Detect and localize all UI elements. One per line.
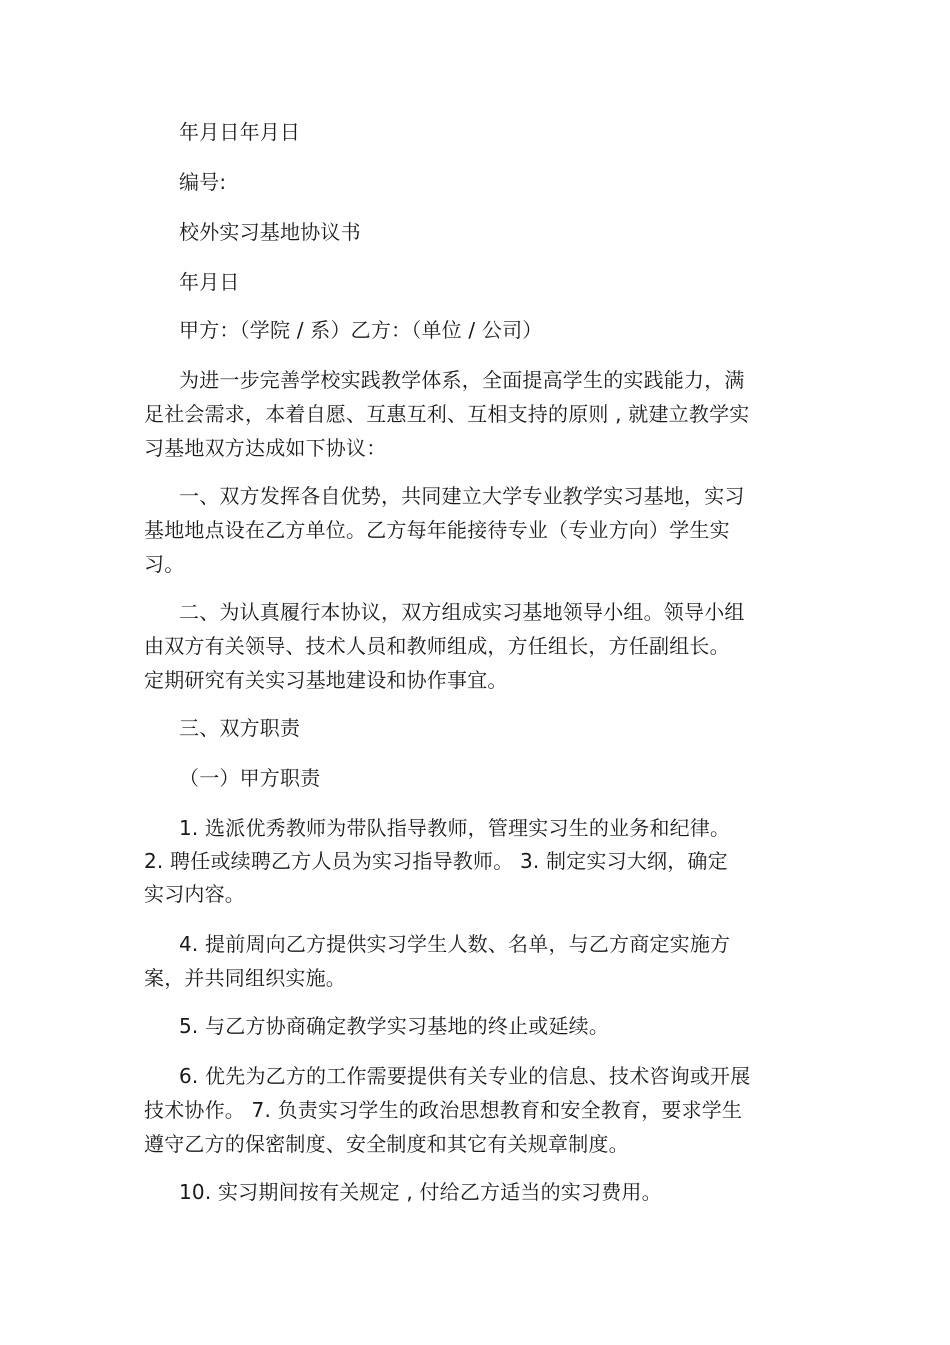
- intro-line: 为进一步完善学校实践教学体系，全面提高学生的实践能力，满: [179, 368, 745, 392]
- date-line: 年月日年月日: [179, 120, 301, 144]
- serial-number-label: 编号:: [179, 170, 227, 194]
- clause-1-line: 基地地点设在乙方单位。乙方每年能接待专业（专业方向）学生实: [144, 518, 730, 542]
- parties-line: 甲方：（学院 / 系）乙方：（单位 / 公司）: [179, 318, 543, 342]
- clause-2-line: 定期研究有关实习基地建设和协作事宜。: [144, 668, 508, 692]
- duty-item-6-7-line: 技术协作。 7. 负责实习学生的政治思想教育和安全教育，要求学生: [144, 1098, 743, 1122]
- duty-item-line: 1. 选派优秀教师为带队指导教师，管理实习生的业务和纪律。: [179, 816, 731, 840]
- duty-item-line: 实习内容。: [144, 882, 245, 906]
- clause-3-heading: 三、双方职责: [179, 716, 301, 740]
- duty-item-4-line: 4. 提前周向乙方提供实习学生人数、名单，与乙方商定实施方: [179, 932, 731, 956]
- duty-item-10: 10. 实习期间按有关规定 , 付给乙方适当的实习费用。: [179, 1180, 662, 1204]
- intro-line: 足社会需求，本着自愿、互惠互利、互相支持的原则 , 就建立教学实: [144, 402, 750, 426]
- duty-item-6-7-line: 遵守乙方的保密制度、安全制度和其它有关规章制度。: [144, 1132, 629, 1156]
- duty-item-5: 5. 与乙方协商确定教学实习基地的终止或延续。: [179, 1014, 610, 1038]
- party-a-duties-heading: （一）甲方职责: [179, 766, 321, 790]
- intro-line: 习基地双方达成如下协议：: [144, 436, 387, 460]
- duty-item-6-7-line: 6. 优先为乙方的工作需要提供有关专业的信息、技术咨询或开展: [179, 1064, 751, 1088]
- document-title: 校外实习基地协议书: [179, 220, 361, 244]
- clause-1-line: 习。: [144, 552, 185, 576]
- duty-item-line: 2. 聘任或续聘乙方人员为实习指导教师。 3. 制定实习大纲，确定: [144, 849, 728, 873]
- clause-2-line: 二、为认真履行本协议，双方组成实习基地领导小组。领导小组: [179, 600, 745, 624]
- clause-2-line: 由双方有关领导、技术人员和教师组成，方任组长，方任副组长。: [144, 634, 730, 658]
- duty-item-4-line: 案，并共同组织实施。: [144, 966, 346, 990]
- clause-1-line: 一、双方发挥各自优势，共同建立大学专业教学实习基地，实习: [179, 484, 745, 508]
- date-line-2: 年月日: [179, 270, 240, 294]
